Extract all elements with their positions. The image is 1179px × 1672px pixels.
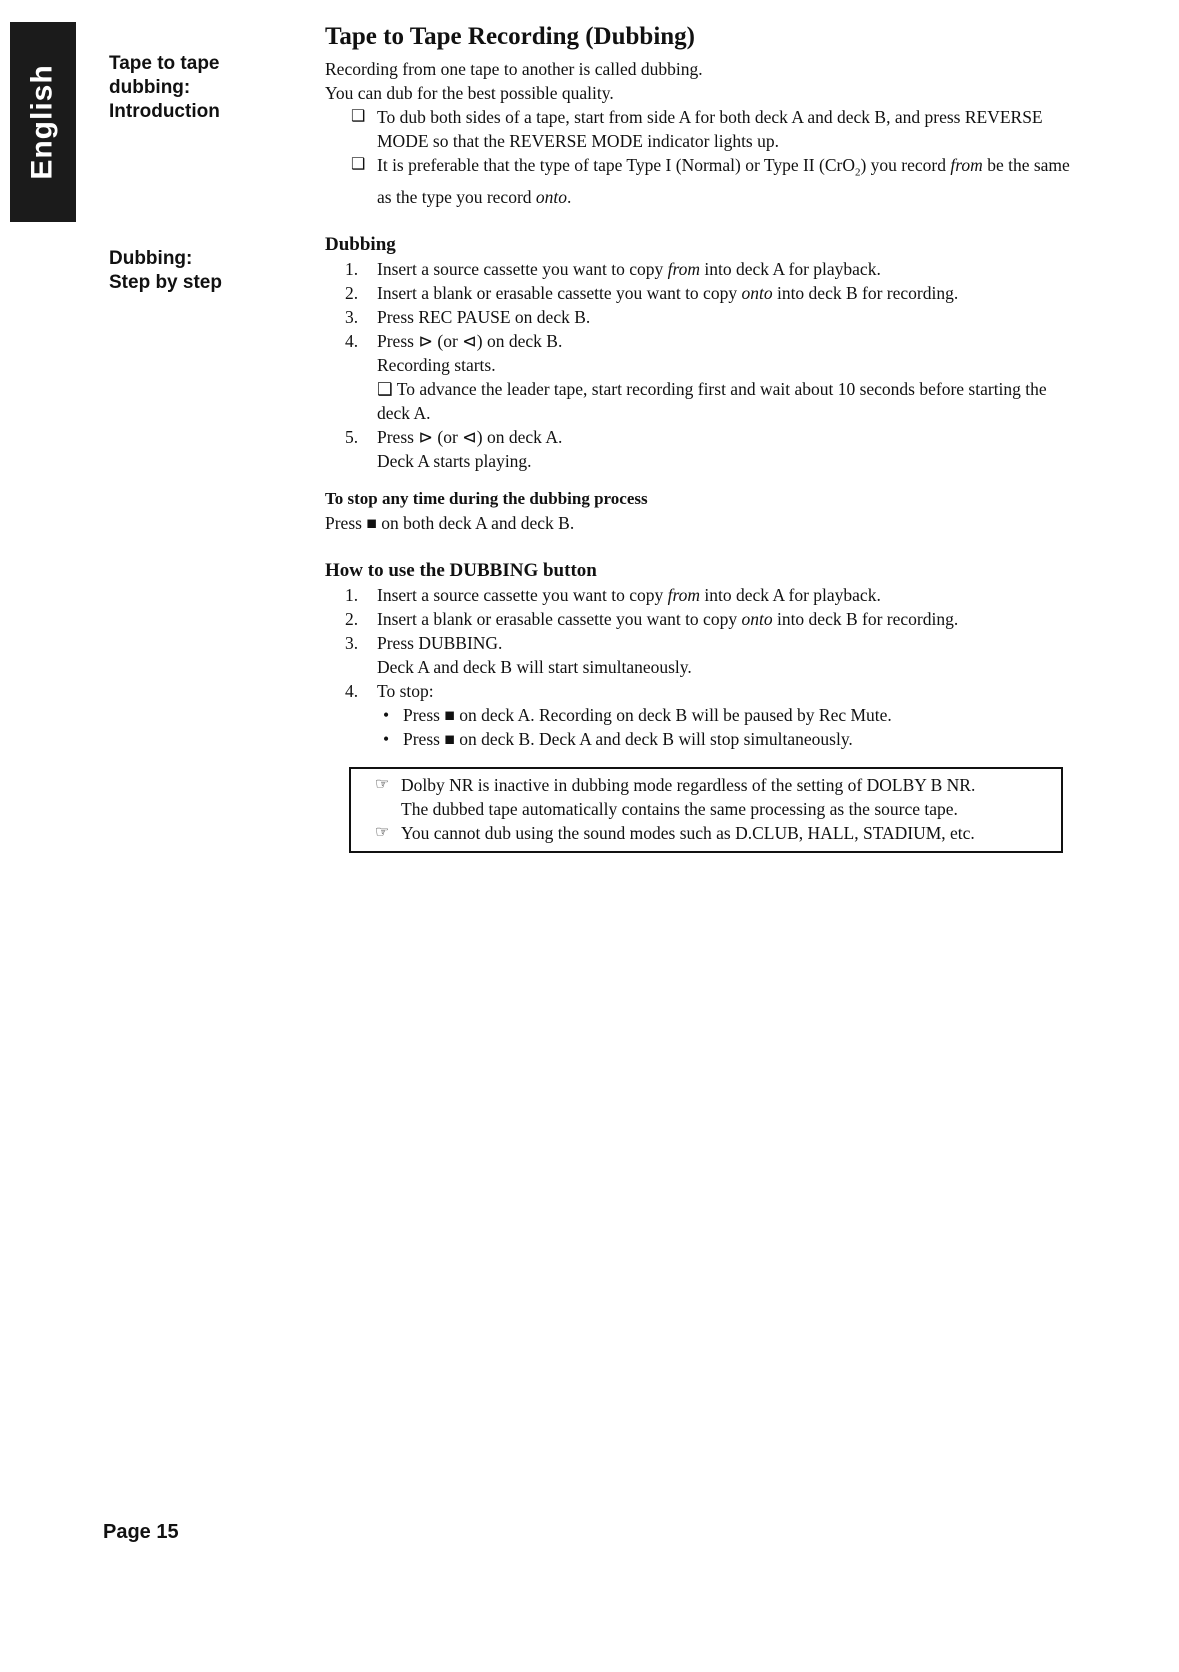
- emphasis: onto: [535, 186, 568, 207]
- bullet-icon: •: [383, 728, 390, 749]
- tip-text: [377, 153, 1080, 209]
- page-title: Tape to Tape Recording (Dubbing): [325, 23, 695, 50]
- emphasis: onto: [741, 282, 773, 303]
- intro-line: Recording from one tape to another is called dubbing.: [325, 59, 703, 79]
- tip-text-part: be the same as the type you record: [377, 155, 1070, 207]
- intro-line: You can dub for the best possible quality.: [325, 83, 614, 103]
- bullet-text: Press ■ on deck A. Recording on deck B will be paused by Rec Mute.: [403, 704, 892, 725]
- note-line: [375, 773, 1047, 797]
- step-text-part: into deck B for recording.: [772, 282, 959, 303]
- tip-text-part: .: [567, 186, 572, 207]
- stop-text: Press ■ on both deck A and deck B.: [325, 512, 575, 533]
- step-text: [377, 257, 1080, 281]
- step-text-part: into deck A for playback.: [700, 258, 881, 279]
- step-number: 2.: [345, 608, 359, 629]
- checkbox-square-icon: ❑: [351, 156, 366, 173]
- tip-item: [325, 153, 1080, 209]
- step-text-part: Insert a source cassette you want to copy: [377, 258, 668, 279]
- step-tip: [325, 377, 1080, 425]
- language-tab: [10, 22, 76, 222]
- dubbing-step: [325, 257, 1080, 281]
- stop-heading: To stop any time during the dubbing process: [325, 488, 648, 508]
- pointing-hand-icon: ☞: [375, 775, 390, 793]
- tip-item: [325, 105, 1080, 153]
- emphasis: onto: [741, 608, 773, 629]
- step-number: 5.: [345, 426, 359, 447]
- step-text: To stop:: [377, 680, 434, 701]
- stop-bullet: [325, 727, 1080, 751]
- side-heading-intro-line: dubbing:: [109, 77, 191, 98]
- dubbing-step: [325, 305, 1080, 329]
- tip-text-part: ) you record: [860, 155, 951, 175]
- page-number: Page 15: [103, 1521, 179, 1543]
- step-text: Press DUBBING.: [377, 632, 503, 653]
- dubbing-button-step: [325, 607, 1080, 631]
- side-heading-intro-line: Tape to tape: [109, 53, 220, 74]
- step-number: 3.: [345, 632, 359, 653]
- pointing-hand-icon: ☞: [375, 823, 390, 841]
- step-number: 4.: [345, 330, 359, 351]
- tip-text: To dub both sides of a tape, start from side A for both deck A and deck B, and press REVERSE MODE so that the REVERSE MODE indicator lights up.: [377, 107, 1043, 151]
- bullet-icon: •: [383, 704, 390, 725]
- emphasis: from: [667, 258, 701, 279]
- step-number: 1.: [345, 584, 359, 605]
- dubbing-button-step: [325, 679, 1080, 703]
- step-continuation: Deck A and deck B will start simultaneously.: [377, 656, 692, 677]
- step-tip-text: To advance the leader tape, start recording first and wait about 10 seconds before starting the deck A.: [377, 378, 1047, 423]
- subscript: 2: [854, 166, 861, 179]
- stop-bullet: [325, 703, 1080, 727]
- step-text-part: Insert a source cassette you want to copy: [377, 584, 668, 605]
- emphasis: from: [667, 584, 701, 605]
- main-content: [325, 20, 1080, 853]
- step-text: [377, 607, 1080, 631]
- tip-text-part: It is preferable that the type of tape Type I (Normal) or Type II (CrO: [377, 155, 855, 175]
- dubbing-button-step: [325, 583, 1080, 607]
- step-text: Press ⊳ (or ⊲) on deck A.: [377, 426, 563, 447]
- dubbing-heading: Dubbing: [325, 233, 396, 255]
- step-continuation: Deck A starts playing.: [377, 450, 532, 471]
- note-text: Dolby NR is inactive in dubbing mode regardless of the setting of DOLBY B NR.: [401, 774, 976, 795]
- dubbing-step: [325, 281, 1080, 305]
- dubbing-step: [325, 425, 1080, 449]
- step-number: 1.: [345, 258, 359, 279]
- step-text-part: Insert a blank or erasable cassette you want to copy: [377, 608, 742, 629]
- side-heading-intro: [109, 52, 220, 124]
- note-box: [349, 767, 1063, 853]
- bullet-text: Press ■ on deck B. Deck A and deck B will stop simultaneously.: [403, 728, 853, 749]
- step-number: 4.: [345, 680, 359, 701]
- checkbox-square-icon: ❑: [377, 378, 397, 399]
- emphasis: from: [950, 155, 983, 175]
- step-text: Press REC PAUSE on deck B.: [377, 306, 591, 327]
- dubbing-button-step: [325, 631, 1080, 655]
- step-text: [377, 583, 1080, 607]
- step-number: 3.: [345, 306, 359, 327]
- checkbox-square-icon: ❑: [351, 108, 366, 125]
- step-text: Press ⊳ (or ⊲) on deck B.: [377, 330, 563, 351]
- side-heading-steps-line: Dubbing:: [109, 248, 193, 269]
- side-heading-steps: [109, 247, 222, 295]
- step-text-part: into deck B for recording.: [772, 608, 959, 629]
- step-continuation: Recording starts.: [377, 354, 496, 375]
- step-text-part: into deck A for playback.: [700, 584, 881, 605]
- side-heading-intro-line: Introduction: [109, 101, 220, 122]
- note-continuation: The dubbed tape automatically contains the same processing as the source tape.: [401, 798, 958, 819]
- note-text: You cannot dub using the sound modes such as D.CLUB, HALL, STADIUM, etc.: [401, 822, 975, 843]
- dubbing-step: [325, 329, 1080, 353]
- note-line: [375, 821, 1047, 845]
- step-number: 2.: [345, 282, 359, 303]
- dubbing-button-heading: How to use the DUBBING button: [325, 559, 597, 581]
- side-heading-steps-line: Step by step: [109, 272, 222, 293]
- language-tab-label: English: [26, 64, 59, 180]
- step-text: [377, 281, 1080, 305]
- step-text-part: Insert a blank or erasable cassette you want to copy: [377, 282, 742, 303]
